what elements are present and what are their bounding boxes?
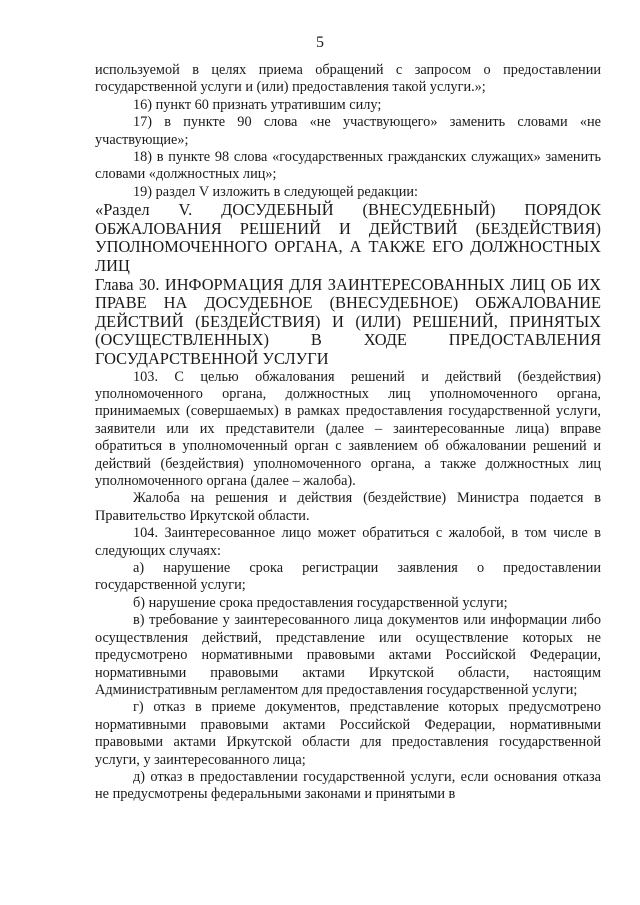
page-number: 5 <box>316 34 324 51</box>
paragraph-complaint-minister: Жалоба на решения и действия (бездействие) Министра подается в Правительство Иркутской области. <box>95 490 601 524</box>
document-body <box>95 62 601 804</box>
list-item-d: д) отказ в предоставлении государственной услуги, если основания отказа не предусмотрены федеральными законами и принятыми в <box>95 768 601 803</box>
list-item-a: а) нарушение срока регистрации заявления о предоставлении государственной услуги; <box>95 560 601 594</box>
list-item-b: б) нарушение срока предоставления государственной услуги; <box>133 594 508 611</box>
paragraph-item-18: 18) в пункте 98 слова «государственных гражданских служащих» заменить словами «должностных лиц»; <box>95 149 601 183</box>
list-item-g: г) отказ в приеме документов, представление которых предусмотрено нормативными правовыми актами Российской Федерации, нормативными правовыми актами Иркутской области для предоставления государственной услуги, у заинтересованного лица; <box>95 699 601 768</box>
chapter-title: Глава 30. ИНФОРМАЦИЯ ДЛЯ ЗАИНТЕРЕСОВАННЫХ ЛИЦ ОБ ИХ ПРАВЕ НА ДОСУДЕБНОЕ (ВНЕСУДЕБНОЕ) ОБЖАЛОВАНИЕ ДЕЙСТВИЙ (БЕЗДЕЙСТВИЯ) И (ИЛИ) РЕШЕНИЙ, ПРИНЯТЫХ (ОСУЩЕСТВЛЕННЫХ) В ХОДЕ ПРЕДОСТАВЛЕНИЯ ГОСУДАРСТВЕННОЙ УСЛУГИ <box>95 274 601 368</box>
section-title: «Раздел V. ДОСУДЕБНЫЙ (ВНЕСУДЕБНЫЙ) ПОРЯДОК ОБЖАЛОВАНИЯ РЕШЕНИЙ И ДЕЙСТВИЙ (БЕЗДЕЙСТВИЯ) УПОЛНОМОЧЕННОГО ОРГАНА, А ТАКЖЕ ЕГО ДОЛЖНОСТНЫХ ЛИЦ <box>95 200 601 276</box>
paragraph-item-19: 19) раздел V изложить в следующей редакции: <box>133 183 419 200</box>
paragraph-104: 104. Заинтересованное лицо может обратиться с жалобой, в том числе в следующих случаях: <box>95 525 601 559</box>
list-item-v: в) требование у заинтересованного лица документов или информации либо осуществления действий, представление или осуществление которых не предусмотрено нормативными правовыми актами Российской Федерации, нормативными правовыми актами Иркутской области, настоящим Административным регламентом для предоставления государственной услуги; <box>95 612 601 698</box>
paragraph-item-16: 16) пункт 60 признать утратившим силу; <box>133 96 382 113</box>
paragraph-item-17: 17) в пункте 90 слова «не участвующего» заменить словами «не участвующие»; <box>95 114 601 148</box>
paragraph-103: 103. С целью обжалования решений и действий (бездействия) уполномоченного органа, должностных лиц уполномоченного органа, принимаемых (совершаемых) в рамках предоставления государственной услуги, заявители или их представители (далее – заинтересованные лица) вправе обратиться в уполномоченный орган с заявлением об обжаловании решений и действий (бездействия) уполномоченного органа, а также должностных лиц уполномоченного органа (далее – жалоба). <box>95 368 601 490</box>
paragraph-continuation: используемой в целях приема обращений с запросом о предоставлении государственной услуги и (или) предоставления такой услуги.»; <box>95 62 601 96</box>
